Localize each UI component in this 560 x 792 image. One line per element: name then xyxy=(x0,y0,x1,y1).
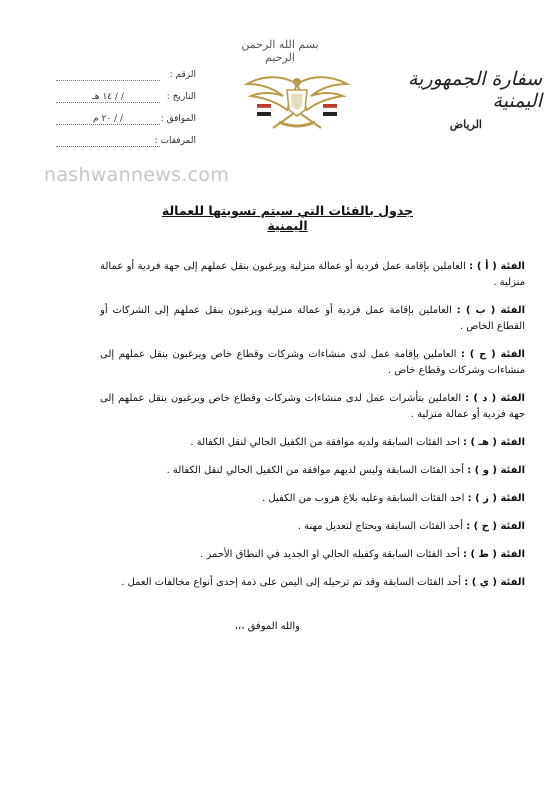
category-item xyxy=(100,259,525,291)
category-text: احد الفئات السابقة وعليه بلاغ هروب من الكفيل . xyxy=(262,493,465,504)
attachments-line xyxy=(56,146,160,147)
document-title: جدول بالفئات التي سيتم تسويتها للعمالة اليمنية xyxy=(161,203,414,233)
category-item xyxy=(100,547,525,563)
category-text: العاملين بتأشرات عمل لدى منشاءات وشركات وقطاع خاص ويرغبون بنقل عملهم إلى جهة فردية أو عمالة منزلية . xyxy=(100,393,525,420)
category-item xyxy=(100,491,525,507)
categories-list xyxy=(100,259,525,603)
site-watermark: nashwannews.com xyxy=(44,164,230,186)
category-item xyxy=(100,519,525,535)
category-text: أحد الفئات السابقة وكفيله الحالي او الجديد في النطاق الأحمر . xyxy=(200,549,460,560)
category-lead: الفئة ( ح ) : xyxy=(466,521,525,532)
category-lead: الفئة ( أ ) : xyxy=(469,261,525,272)
reference-fields xyxy=(56,70,196,158)
hijri-date-row xyxy=(56,92,196,114)
category-item xyxy=(100,463,525,479)
category-item xyxy=(100,303,525,335)
embassy-name: سفارة الجمهورية اليمنية xyxy=(407,68,542,112)
hijri-date-label: التاريخ : xyxy=(166,92,196,102)
ref-number-label: الرقم : xyxy=(169,70,196,80)
category-item xyxy=(100,391,525,423)
gregorian-date-row xyxy=(56,114,196,136)
category-lead: الفئة ( و ) : xyxy=(467,465,525,476)
ref-number-line xyxy=(56,80,160,81)
category-text: العاملين بإقامة عمل فردية أو عمالة منزلية ويرغبون بنقل عملهم إلى جهة فردية أو عمالة منزلية . xyxy=(100,261,525,288)
basmala-text: بسم الله الرحمن الرحيم xyxy=(241,38,319,64)
category-item xyxy=(100,347,525,379)
category-lead: الفئة ( د ) : xyxy=(465,393,525,404)
yemen-eagle-emblem-icon xyxy=(243,70,351,134)
category-lead: الفئة ( هـ ) : xyxy=(463,437,525,448)
category-lead: الفئة ( ب ) : xyxy=(456,305,525,316)
category-text: العاملين بإقامة عمل لدى منشاءات وشركات وقطاع خاص ويرغبون بنقل عملهم إلى منشاءات وشركات وقطاع خاص . xyxy=(100,349,525,376)
embassy-letterhead xyxy=(362,68,542,131)
attachments-label: المرفقات : xyxy=(154,136,196,146)
hijri-date-value: / / ١٤ هـ xyxy=(56,92,160,102)
category-lead: الفئة ( ط ) : xyxy=(463,549,525,560)
ref-number-row xyxy=(56,70,196,92)
gregorian-date-value: / / ٢٠ م xyxy=(56,114,160,124)
hijri-date-line xyxy=(56,102,160,103)
gregorian-date-line xyxy=(56,124,160,125)
attachments-row xyxy=(56,136,196,158)
closing-phrase: والله الموفق ،،، xyxy=(234,621,300,632)
embassy-city: الرياض xyxy=(449,118,482,131)
category-text: أحد الفئات السابقة وقد تم ترحيله إلى اليمن على ذمة إحدى أنواع مخالفات العمل . xyxy=(121,577,462,588)
category-lead: الفئة ( ز ) : xyxy=(467,493,525,504)
category-lead: الفئة ( ج ) : xyxy=(460,349,525,360)
category-item xyxy=(100,435,525,451)
gregorian-date-label: الموافق : xyxy=(160,114,196,124)
category-lead: الفئة ( ي ) : xyxy=(464,577,525,588)
category-item xyxy=(100,575,525,591)
category-text: العاملين بإقامة عمل فردية أو عمالة منزلية ويرغبون بنقل عملهم إلى الشركات أو القطاع الخاص . xyxy=(100,305,525,332)
category-text: أحد الفئات السابقة ويحتاج لتعديل مهنة . xyxy=(297,521,463,532)
category-text: احد الفئات السابقة ولديه موافقة من الكفيل الحالي لنقل الكفالة . xyxy=(190,437,460,448)
category-text: أحد الفئات السابقة وليس لديهم موافقة من الكفيل الحالي لنقل الكفالة . xyxy=(166,465,464,476)
